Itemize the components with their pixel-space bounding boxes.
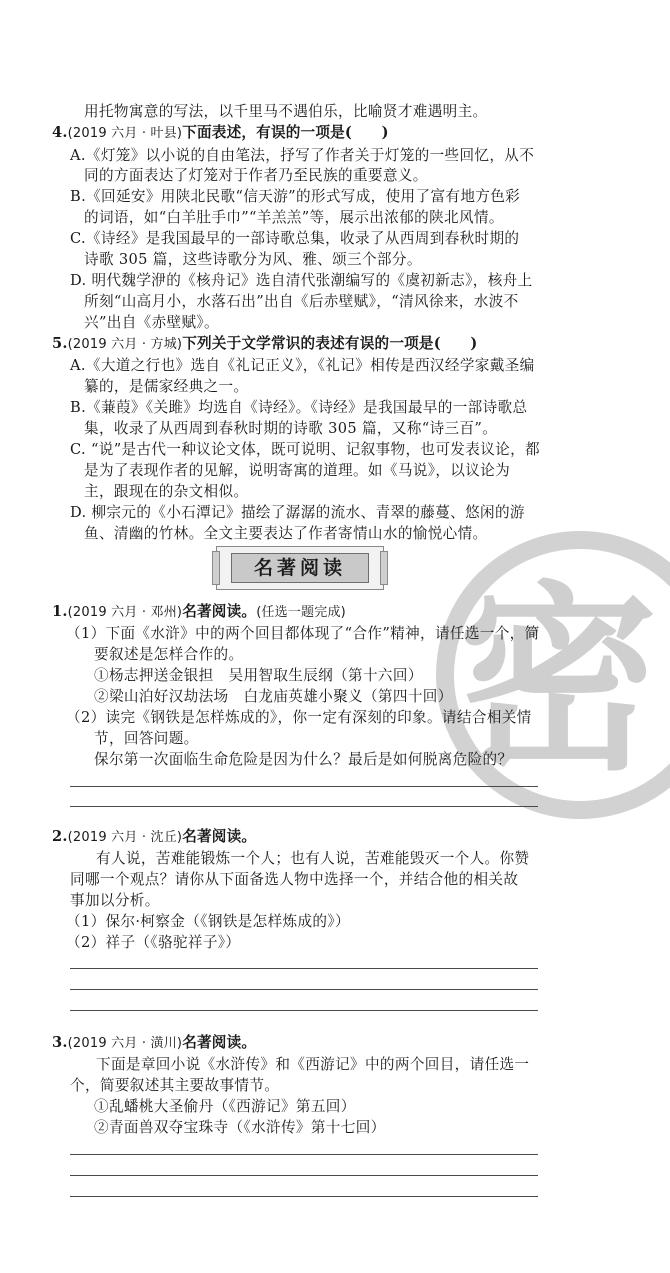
section-banner bbox=[216, 546, 384, 590]
reading-question-3-header bbox=[52, 1033, 256, 1054]
option-text: 的词语，如“白羊肚手巾”“羊羔羔”等，展示出浓郁的陕北风情。 bbox=[84, 209, 504, 226]
answer-line bbox=[70, 1175, 538, 1176]
question-number: 2. bbox=[52, 828, 68, 845]
sub-question-text: 要叙述是怎样合作的。 bbox=[94, 646, 244, 663]
question-stem: 名著阅读。 bbox=[182, 603, 257, 620]
watermark-seal bbox=[430, 525, 670, 835]
chapter-option: ①杨志押送金银担 吴用智取生辰纲（第十六回） bbox=[94, 667, 423, 684]
question-stem: 下面表述，有误的一项是( ) bbox=[182, 124, 389, 141]
option-d: D. 柳宗元的《小石潭记》描绘了潺潺的流水、青翠的藤蔓、悠闲的游 bbox=[70, 504, 525, 521]
answer-line bbox=[70, 806, 538, 807]
paragraph-text: 同哪一个观点？请你从下面备选人物中选择一个，并结合他的相关故 bbox=[70, 871, 519, 888]
paragraph-text: 下面是章回小说《水浒传》和《西游记》中的两个回目，请任选一 bbox=[96, 1056, 530, 1073]
question-source: (2019 六月 · 叶县) bbox=[67, 126, 183, 141]
option-b: B.《回延安》用陕北民歌“信天游”的形式写成，使用了富有地方色彩 bbox=[70, 188, 521, 205]
question-5-header bbox=[52, 334, 478, 355]
option-text: 主，跟现在的杂文相似。 bbox=[84, 483, 249, 500]
chapter-option: ②梁山泊好汉劫法场 白龙庙英雄小聚义（第四十回） bbox=[94, 688, 453, 705]
seal-character: 密 bbox=[458, 565, 659, 798]
answer-line bbox=[70, 1196, 538, 1197]
sub-question-text: 节，回答问题。 bbox=[94, 730, 199, 747]
paragraph-text: 事加以分析。 bbox=[70, 892, 160, 909]
paragraph-text: 个，简要叙述其主要故事情节。 bbox=[70, 1077, 280, 1094]
option-text: 鱼、清幽的竹林。全文主要表达了作者寄情山水的愉悦心情。 bbox=[84, 525, 488, 542]
question-stem: 下列关于文学常识的表述有误的一项是( ) bbox=[182, 335, 478, 352]
sub-question: （2）读完《钢铁是怎样炼成的》，你一定有深刻的印象。请结合相关情 bbox=[66, 709, 532, 726]
question-source: (2019 六月 · 邓州) bbox=[67, 605, 183, 620]
answer-line bbox=[70, 968, 538, 969]
option-text: 兴”出自《赤壁赋》。 bbox=[84, 314, 220, 331]
option-text: 同的方面表达了灯笼对于作者乃至民族的重要意义。 bbox=[84, 167, 428, 184]
option-b: B.《蒹葭》《关雎》均选自《诗经》。《诗经》是我国最早的一部诗歌总 bbox=[70, 399, 528, 416]
character-option: （2）祥子（《骆驼祥子》） bbox=[66, 934, 241, 951]
option-c: C.《诗经》是我国最早的一部诗歌总集，收录了从西周到春秋时期的 bbox=[70, 230, 520, 247]
section-title: 名著阅读 bbox=[231, 553, 369, 583]
question-source: (2019 六月 · 方城) bbox=[67, 337, 183, 352]
question-source: (2019 六月 · 沈丘) bbox=[67, 830, 183, 845]
question-stem: 名著阅读。 bbox=[182, 1034, 257, 1051]
reading-question-1-header bbox=[52, 602, 346, 623]
answer-line bbox=[70, 1010, 538, 1011]
answer-line bbox=[70, 1154, 538, 1155]
sub-question-text: 保尔第一次面临生命危险是因为什么？最后是如何脱离危险的？ bbox=[94, 751, 513, 768]
question-number: 1. bbox=[52, 603, 68, 620]
banner-left-cap bbox=[212, 551, 220, 585]
question-stem: 名著阅读。 bbox=[182, 828, 257, 845]
option-text: 是为了表现作者的见解，说明寄寓的道理。如《马说》，以议论为 bbox=[84, 462, 511, 479]
question-note: (任选一题完成) bbox=[256, 605, 346, 620]
answer-line bbox=[70, 786, 538, 787]
option-text: 纂的，是儒家经典之一。 bbox=[84, 378, 249, 395]
sub-question: （1）下面《水浒》中的两个回目都体现了“合作”精神，请任选一个，简 bbox=[66, 625, 540, 642]
text-line: 用托物寓意的写法，以千里马不遇伯乐，比喻贤才难遇明主。 bbox=[84, 103, 488, 120]
option-text: 所刻“山高月小，水落石出”出自《后赤壁赋》，“清风徐来，水波不 bbox=[84, 293, 519, 310]
question-source: (2019 六月 · 潢川) bbox=[67, 1036, 183, 1051]
question-number: 5. bbox=[52, 335, 68, 352]
paragraph-text: 有人说，苦难能锻炼一个人；也有人说，苦难能毁灭一个人。你赞 bbox=[96, 850, 530, 867]
chapter-option: ②青面兽双夺宝珠寺（《水浒传》第十七回） bbox=[94, 1119, 386, 1136]
character-option: （1）保尔·柯察金（《钢铁是怎样炼成的》） bbox=[66, 913, 350, 930]
question-number: 4. bbox=[52, 124, 68, 141]
chapter-option: ①乱蟠桃大圣偷丹（《西游记》第五回） bbox=[94, 1098, 356, 1115]
option-text: 集，收录了从西周到春秋时期的诗歌 305 篇，又称“诗三百”。 bbox=[84, 420, 498, 437]
option-d: D. 明代魏学洢的《核舟记》选自清代张潮编写的《虞初新志》，核舟上 bbox=[70, 272, 533, 289]
option-a: A.《灯笼》以小说的自由笔法，抒写了作者关于灯笼的一些回忆，从不 bbox=[70, 147, 535, 164]
question-number: 3. bbox=[52, 1034, 68, 1051]
option-text: 诗歌 305 篇，这些诗歌分为风、雅、颂三个部分。 bbox=[84, 251, 422, 268]
reading-question-2-header bbox=[52, 827, 256, 848]
banner-right-cap bbox=[380, 551, 388, 585]
question-4-header bbox=[52, 123, 389, 144]
answer-line bbox=[70, 989, 538, 990]
option-c: C. “说”是古代一种议论文体，既可说明、记叙事物，也可发表议论，都 bbox=[70, 441, 540, 458]
option-a: A.《大道之行也》选自《礼记正义》，《礼记》相传是西汉经学家戴圣编 bbox=[70, 357, 535, 374]
